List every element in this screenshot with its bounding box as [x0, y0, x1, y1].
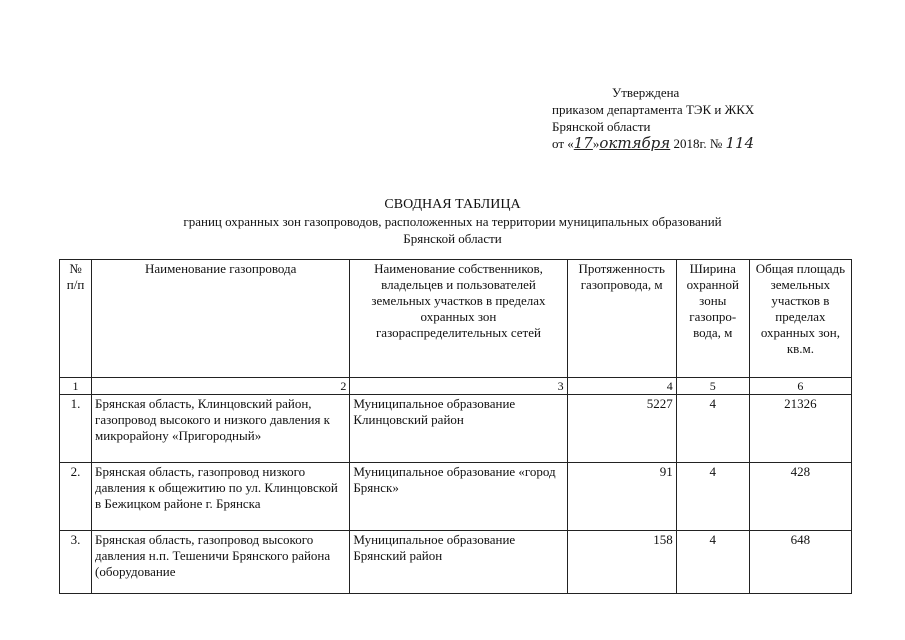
row-pipeline-name: Брянская область, газопровод высокого давления н.п. Тешеничи Брянского района (оборудование: [92, 531, 350, 594]
header-pipeline-name: Наименование газопровода: [92, 260, 350, 378]
date-mid: »: [592, 136, 600, 151]
approval-date-line: [552, 135, 754, 152]
table-row: [60, 463, 852, 531]
row-area: 648: [749, 531, 851, 594]
row-area: 428: [749, 463, 851, 531]
column-number: 4: [567, 378, 676, 395]
column-number: 6: [749, 378, 851, 395]
row-num: 1.: [60, 395, 92, 463]
table-header-row: [60, 260, 852, 378]
table-row: [60, 395, 852, 463]
row-length: 158: [567, 531, 676, 594]
row-num: 3.: [60, 531, 92, 594]
column-number: 2: [92, 378, 350, 395]
row-length: 5227: [567, 395, 676, 463]
title-heading: СВОДНАЯ ТАБЛИЦА: [384, 197, 521, 212]
row-width: 4: [676, 395, 749, 463]
approval-order-line: приказом департамента ТЭК и ЖКХ: [552, 102, 755, 117]
row-num: 2.: [60, 463, 92, 531]
row-owner: Муниципальное образование Клинцовский район: [350, 395, 567, 463]
column-number: 5: [676, 378, 749, 395]
column-number: 1: [60, 378, 92, 395]
summary-table: [59, 259, 852, 594]
row-owner: Муниципальное образование «город Брянск»: [350, 463, 567, 531]
header-length: Протяженность газопровода, м: [567, 260, 676, 378]
header-owners: Наименование собственников, владельцев и пользователей земельных участков в пределах охранных зон газораспределительных сетей: [350, 260, 567, 378]
row-pipeline-name: Брянская область, Клинцовский район, газопровод высокого и низкого давления к микрорайону «Пригородный»: [92, 395, 350, 463]
approval-heading: Утверждена: [612, 85, 680, 100]
table-row: [60, 531, 852, 594]
row-length: 91: [567, 463, 676, 531]
header-area: Общая площадь земельных участков в пределах охранных зон, кв.м.: [749, 260, 851, 378]
row-area: 21326: [749, 395, 851, 463]
column-number: 3: [350, 378, 567, 395]
row-owner: Муниципальное образование Брянский район: [350, 531, 567, 594]
title-subtitle: границ охранных зон газопроводов, расположенных на территории муниципальных образований: [183, 214, 722, 229]
row-width: 4: [676, 463, 749, 531]
date-month: октября: [599, 134, 671, 152]
approval-block: [552, 84, 754, 152]
column-number-row: [60, 378, 852, 395]
document-title: [0, 196, 905, 247]
approval-region-line: Брянской области: [552, 119, 651, 134]
order-number: 114: [725, 134, 755, 152]
date-prefix: от «: [552, 136, 574, 151]
header-num: № п/п: [60, 260, 92, 378]
date-year: 2018г. №: [673, 136, 723, 151]
row-pipeline-name: Брянская область, газопровод низкого давления к общежитию по ул. Клинцовской в Бежицком районе г. Брянска: [92, 463, 350, 531]
row-width: 4: [676, 531, 749, 594]
header-width: Ширина охранной зоны газопро-вода, м: [676, 260, 749, 378]
title-region: Брянской области: [403, 231, 502, 246]
date-day: 17: [573, 134, 593, 152]
